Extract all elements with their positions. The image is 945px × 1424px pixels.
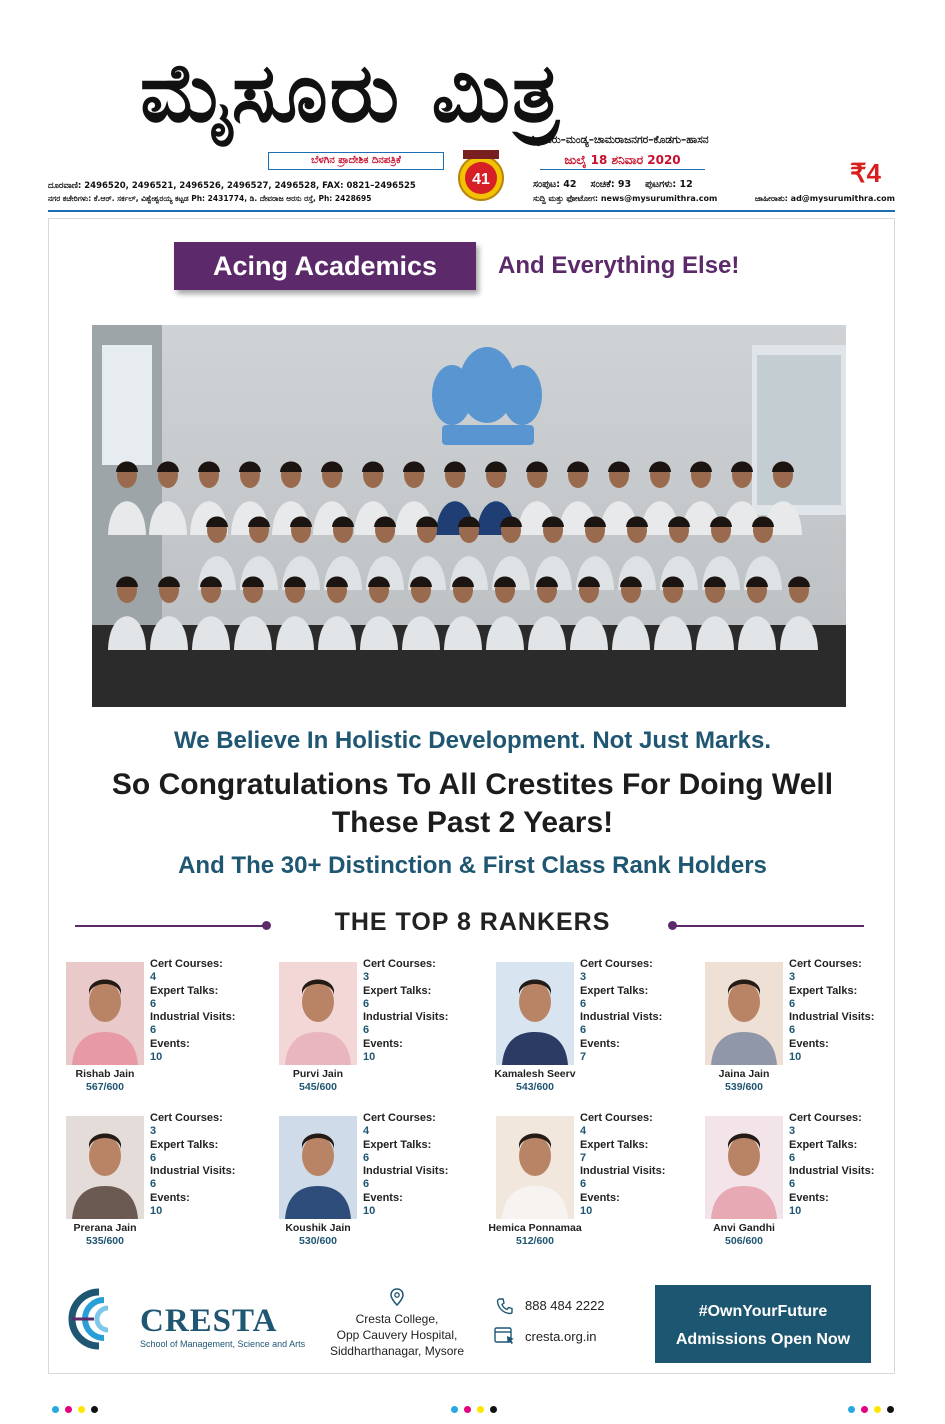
expert-talks-value: 6 <box>580 997 587 1010</box>
ranker-photo <box>705 962 783 1065</box>
expert-talks-label: Expert Talks: <box>363 984 432 997</box>
cert-courses-value: 3 <box>580 971 587 984</box>
ranker-name: Kamalesh Seerv <box>494 1068 576 1080</box>
ranker-photo <box>279 962 357 1065</box>
industrial-visits-label: Industrial Vists: <box>580 1011 663 1024</box>
industrial-visits-value: 6 <box>150 1024 157 1037</box>
ranker-score: 543/600 <box>516 1081 554 1093</box>
cta-admissions-open: Admissions Open Now <box>675 1331 851 1348</box>
industrial-visits-label: Industrial Visits: <box>580 1165 666 1178</box>
cert-courses-label: Cert Courses: <box>150 958 223 970</box>
cresta-brand-name: CRESTA <box>140 1303 278 1339</box>
industrial-visits-label: Industrial Visits: <box>789 1011 875 1024</box>
ranker-card <box>66 1112 266 1256</box>
registration-marks-center <box>451 1406 497 1413</box>
ranker-score: 506/600 <box>725 1235 763 1247</box>
volume-number: ಸಂಪುಟ: 42 <box>533 179 577 190</box>
expert-talks-value: 7 <box>580 1151 587 1164</box>
events-value: 10 <box>789 1205 802 1218</box>
ranker-score: 545/600 <box>299 1081 337 1093</box>
cert-courses-value: 3 <box>789 1125 796 1138</box>
website-url: cresta.org.in <box>525 1329 597 1344</box>
cresta-logo-icon <box>64 1288 134 1350</box>
ranker-card <box>279 958 479 1102</box>
cert-courses-value: 3 <box>363 971 370 984</box>
newspaper-title: ಮೈಸೂರು ಮಿತ್ರ <box>140 45 561 141</box>
anniversary-badge-icon <box>455 148 507 204</box>
events-value: 10 <box>789 1051 802 1064</box>
top-rankers-title: THE TOP 8 RANKERS <box>334 908 611 936</box>
industrial-visits-label: Industrial Visits: <box>150 1165 236 1178</box>
events-label: Events: <box>150 1191 190 1204</box>
ranker-score: 512/600 <box>516 1235 554 1247</box>
expert-talks-label: Expert Talks: <box>150 984 219 997</box>
ranker-stats <box>363 958 475 1064</box>
address-line-1: Cresta College, <box>355 1312 439 1326</box>
ranker-stats <box>789 958 901 1064</box>
ranker-photo <box>496 1116 574 1219</box>
cert-courses-value: 3 <box>789 971 796 984</box>
newspaper-volume-info <box>533 179 693 190</box>
ranker-stats <box>789 1112 901 1218</box>
ranker-card <box>705 1112 905 1256</box>
expert-talks-label: Expert Talks: <box>789 984 858 997</box>
newspaper-date: ಜುಲೈ 18 ಶನಿವಾರ 2020 <box>540 152 705 170</box>
admissions-cta-box <box>655 1285 871 1363</box>
group-photo <box>92 325 846 707</box>
expert-talks-value: 6 <box>789 997 796 1010</box>
events-label: Events: <box>789 1191 829 1204</box>
cert-courses-label: Cert Courses: <box>580 958 653 970</box>
ranker-card <box>279 1112 479 1256</box>
industrial-visits-value: 6 <box>580 1178 587 1191</box>
registration-marks-left <box>52 1406 98 1413</box>
ranker-name: Purvi Jain <box>292 1068 344 1080</box>
ranker-card <box>488 1112 696 1256</box>
badge-number: 41 <box>472 171 490 188</box>
cert-courses-value: 4 <box>150 971 157 984</box>
ranker-name: Rishab Jain <box>75 1068 135 1080</box>
expert-talks-label: Expert Talks: <box>363 1138 432 1151</box>
expert-talks-value: 6 <box>363 997 370 1010</box>
everything-else-heading: And Everything Else! <box>498 252 740 279</box>
events-value: 10 <box>150 1051 163 1064</box>
ranker-card <box>494 958 696 1102</box>
events-label: Events: <box>580 1191 620 1204</box>
ranker-stats <box>580 1112 692 1218</box>
ranker-score: 530/600 <box>299 1235 337 1247</box>
web-icon <box>494 1327 516 1345</box>
address-line-3: Siddharthanagar, Mysore <box>329 1344 465 1358</box>
ranker-name: Koushik Jain <box>285 1222 351 1234</box>
expert-talks-value: 6 <box>150 1151 157 1164</box>
cert-courses-value: 4 <box>580 1125 587 1138</box>
ranker-photo <box>66 962 144 1065</box>
ranker-stats <box>580 958 692 1064</box>
ranker-photo <box>496 962 574 1065</box>
industrial-visits-value: 6 <box>150 1178 157 1191</box>
congratulations-line-1: So Congratulations To All Crestites For Doing Well <box>111 768 834 801</box>
events-value: 10 <box>150 1205 163 1218</box>
phone-icon <box>496 1297 514 1315</box>
events-label: Events: <box>580 1037 620 1050</box>
ranker-name: Jaina Jain <box>718 1068 770 1080</box>
ranker-card <box>705 958 905 1102</box>
title-divider-dot-right <box>668 921 677 930</box>
expert-talks-label: Expert Talks: <box>150 1138 219 1151</box>
expert-talks-label: Expert Talks: <box>789 1138 858 1151</box>
ad-email: ಜಾಹೀರಾತು: ad@mysurumithra.com <box>754 194 895 203</box>
news-email: ಸುದ್ದಿ ಮತ್ತು ಫೋಟೋಗ: news@mysurumithra.com <box>533 194 718 203</box>
ranker-name: Prerana Jain <box>73 1222 137 1234</box>
industrial-visits-label: Industrial Visits: <box>363 1165 449 1178</box>
page-count: ಪುಟಗಳು: 12 <box>645 179 693 190</box>
events-value: 10 <box>363 1205 376 1218</box>
cert-courses-label: Cert Courses: <box>580 1112 653 1124</box>
events-label: Events: <box>789 1037 829 1050</box>
ranker-stats <box>150 958 262 1064</box>
expert-talks-value: 6 <box>789 1151 796 1164</box>
phone-number: 888 484 2222 <box>525 1298 605 1313</box>
industrial-visits-value: 6 <box>789 1178 796 1191</box>
title-divider-right <box>672 925 864 927</box>
cta-hashtag: #OwnYourFuture <box>698 1303 828 1320</box>
events-value: 10 <box>363 1051 376 1064</box>
events-value: 10 <box>580 1205 593 1218</box>
industrial-visits-value: 6 <box>580 1024 587 1037</box>
industrial-visits-label: Industrial Visits: <box>789 1165 875 1178</box>
industrial-visits-label: Industrial Visits: <box>150 1011 236 1024</box>
rank-holders-line: And The 30+ Distinction & First Class Rank Holders <box>178 852 767 879</box>
cresta-brand-subtitle: School of Management, Science and Arts <box>140 1339 306 1349</box>
ranker-score: 535/600 <box>86 1235 124 1247</box>
congratulations-line-2: These Past 2 Years! <box>331 806 614 839</box>
ranker-score: 567/600 <box>86 1081 124 1093</box>
ranker-stats <box>363 1112 475 1218</box>
ranker-score: 539/600 <box>725 1081 763 1093</box>
newspaper-contact-line <box>533 194 895 204</box>
cert-courses-value: 3 <box>150 1125 157 1138</box>
ranker-stats <box>150 1112 262 1218</box>
newspaper-office-line: ನಗರ ಕಚೇರಿಗಳು: ಕೆ.ಆರ್. ಸರ್ಕಲ್, ವಿಶ್ವೇಶ್ವರಯ್ಯ ಕಟ್ಟಡ Ph: 2431774, ಡಿ. ದೇವರಾಜ ಅರಸು ರಸ್ತೆ, Ph: 2428695 <box>48 194 372 203</box>
holistic-development-line: We Believe In Holistic Development. Not Just Marks. <box>173 727 772 754</box>
ranker-photo <box>66 1116 144 1219</box>
ranker-photo <box>279 1116 357 1219</box>
ranker-photo <box>705 1116 783 1219</box>
industrial-visits-value: 6 <box>363 1024 370 1037</box>
masthead-divider <box>48 210 895 212</box>
ranker-card <box>66 958 266 1102</box>
ranker-name: Hemica Ponnamaa <box>488 1222 582 1234</box>
industrial-visits-value: 6 <box>363 1178 370 1191</box>
address-line-2: Opp Cauvery Hospital, <box>336 1328 458 1342</box>
cert-courses-label: Cert Courses: <box>789 958 862 970</box>
cert-courses-label: Cert Courses: <box>789 1112 862 1124</box>
location-pin-icon <box>389 1288 405 1306</box>
college-address <box>316 1311 478 1359</box>
industrial-visits-value: 6 <box>789 1024 796 1037</box>
events-label: Events: <box>150 1037 190 1050</box>
cert-courses-label: Cert Courses: <box>150 1112 223 1124</box>
expert-talks-label: Expert Talks: <box>580 1138 649 1151</box>
newspaper-masthead <box>0 0 945 215</box>
cert-courses-label: Cert Courses: <box>363 1112 436 1124</box>
events-label: Events: <box>363 1191 403 1204</box>
cert-courses-value: 4 <box>363 1125 370 1138</box>
cert-courses-label: Cert Courses: <box>363 958 436 970</box>
congratulations-message <box>0 766 945 842</box>
ranker-name: Anvi Gandhi <box>713 1222 775 1234</box>
registration-marks-right <box>848 1406 894 1413</box>
industrial-visits-label: Industrial Visits: <box>363 1011 449 1024</box>
newspaper-price: ₹4 <box>850 158 882 188</box>
expert-talks-value: 6 <box>150 997 157 1010</box>
acing-academics-banner: Acing Academics <box>174 242 476 290</box>
expert-talks-value: 6 <box>363 1151 370 1164</box>
newspaper-phone-line: ದೂರವಾಣಿ: 2496520, 2496521, 2496526, 2496527, 2496528, FAX: 0821–2496525 <box>48 181 416 191</box>
newspaper-districts: ಮೈಸೂರು–ಮಂಡ್ಯ–ಚಾಮರಾಜನಗರ–ಕೊಡಗು–ಹಾಸನ <box>528 134 709 146</box>
newspaper-tagline: ಬೆಳಗಿನ ಪ್ರಾದೇಶಿಕ ದಿನಪತ್ರಿಕೆ <box>268 152 444 170</box>
events-value: 7 <box>580 1051 587 1064</box>
issue-number: ಸಂಚಿಕೆ: 93 <box>590 179 632 190</box>
expert-talks-label: Expert Talks: <box>580 984 649 997</box>
events-label: Events: <box>363 1037 403 1050</box>
